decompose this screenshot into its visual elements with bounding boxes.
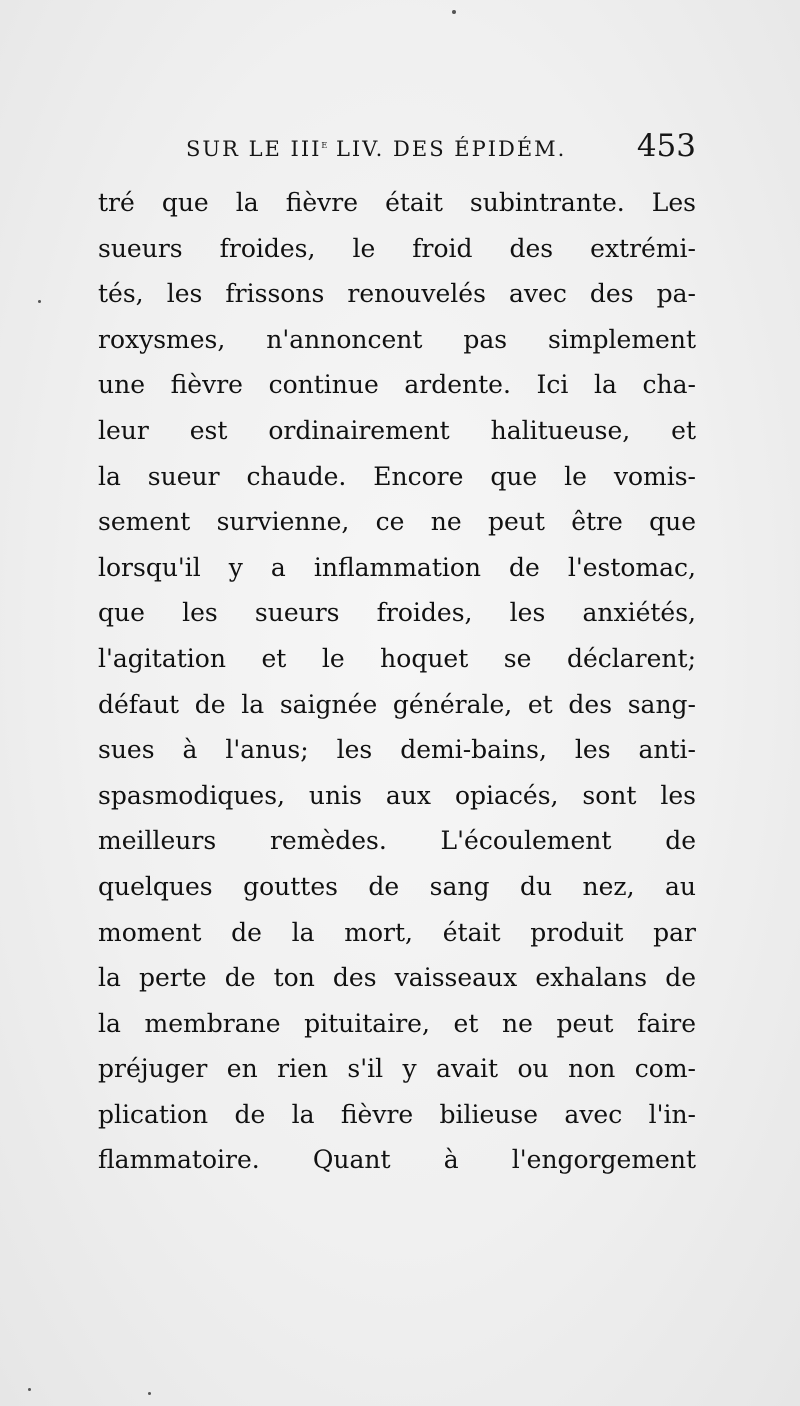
running-title-end: LIV. DES ÉPIDÉM. xyxy=(327,137,567,161)
print-speck xyxy=(148,1392,151,1395)
print-speck xyxy=(38,300,41,303)
text-line: quelques gouttes de sang du nez, au xyxy=(98,871,696,901)
text-line: la sueur chaude. Encore que le vomis- xyxy=(98,461,696,491)
page-header xyxy=(186,128,696,168)
text-line: que les sueurs froides, les anxiétés, xyxy=(98,598,696,628)
text-line: sement survienne, ce ne peut être que xyxy=(98,507,696,537)
text-line: défaut de la saignée générale, et des sang- xyxy=(98,689,696,719)
text-line: meilleurs remèdes. L'écoulement de xyxy=(98,826,696,856)
running-title xyxy=(186,137,566,161)
text-line: l'agitation et le hoquet se déclarent; xyxy=(98,643,696,673)
page-number: 453 xyxy=(636,128,696,164)
print-speck xyxy=(452,10,456,14)
text-line: moment de la mort, était produit par xyxy=(98,917,696,947)
text-line: préjuger en rien s'il y avait ou non com- xyxy=(98,1054,696,1084)
text-line: tré que la fièvre était subintrante. Les xyxy=(98,188,696,217)
text-line: roxysmes, n'annoncent pas simplement xyxy=(98,324,696,354)
text-line: la perte de ton des vaisseaux exhalans de xyxy=(98,963,696,993)
body-text xyxy=(98,180,696,1183)
text-line: leur est ordinairement halitueuse, et xyxy=(98,415,696,445)
running-title-start: SUR LE III xyxy=(186,137,322,161)
text-line: sueurs froides, le froid des extrémi- xyxy=(98,233,696,263)
text-line: flammatoire. Quant à l'engorgement xyxy=(98,1145,696,1175)
print-speck xyxy=(28,1388,31,1391)
text-line: lorsqu'il y a inflammation de l'estomac, xyxy=(98,552,696,582)
text-line: tés, les frissons renouvelés avec des pa- xyxy=(98,279,696,309)
text-line: plication de la fièvre bilieuse avec l'in- xyxy=(98,1099,696,1129)
text-line: sues à l'anus; les demi-bains, les anti- xyxy=(98,735,696,765)
text-line: la membrane pituitaire, et ne peut faire xyxy=(98,1008,696,1038)
text-line: une fièvre continue ardente. Ici la cha- xyxy=(98,370,696,400)
text-line: spasmodiques, unis aux opiacés, sont les xyxy=(98,780,696,810)
running-title-superscript: e xyxy=(321,137,328,151)
